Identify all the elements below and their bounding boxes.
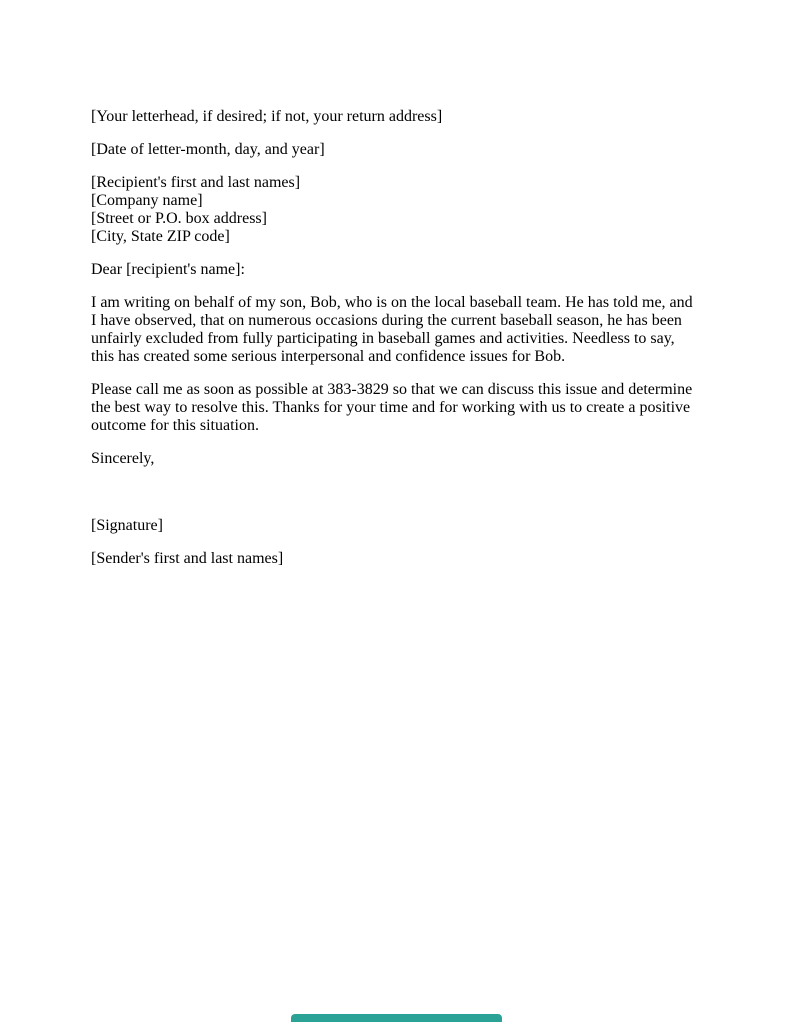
body-paragraph-1: I am writing on behalf of my son, Bob, who is on the local baseball team. He has told me, and I have observed, that on numerous occasions during the current baseball season, he has been unfairly excluded from fully participating in baseball games and activities. Needless to say, this has created some serious interpersonal and confidence issues for Bob. xyxy=(91,294,693,365)
sender-name-placeholder-line: [Sender's first and last names] xyxy=(91,550,284,567)
letterhead-placeholder-line: [Your letterhead, if desired; if not, your return address] xyxy=(91,108,443,125)
signature-placeholder-line: [Signature] xyxy=(91,517,163,534)
recipient-name-line: [Recipient's first and last names] xyxy=(91,174,301,191)
bottom-accent-bar xyxy=(291,1014,502,1022)
street-address-line: [Street or P.O. box address] xyxy=(91,210,267,227)
closing-line: Sincerely, xyxy=(91,450,155,467)
company-name-line: [Company name] xyxy=(91,192,203,209)
city-state-zip-line: [City, State ZIP code] xyxy=(91,228,230,245)
date-placeholder-line: [Date of letter-month, day, and year] xyxy=(91,141,325,158)
salutation-line: Dear [recipient's name]: xyxy=(91,261,245,278)
letter-body xyxy=(91,108,697,583)
recipient-address-block xyxy=(91,174,697,246)
body-paragraph-2: Please call me as soon as possible at 383-3829 so that we can discuss this issue and determine the best way to resolve this. Thanks for your time and for working with us to create a positive outcome for this situation. xyxy=(91,381,693,434)
